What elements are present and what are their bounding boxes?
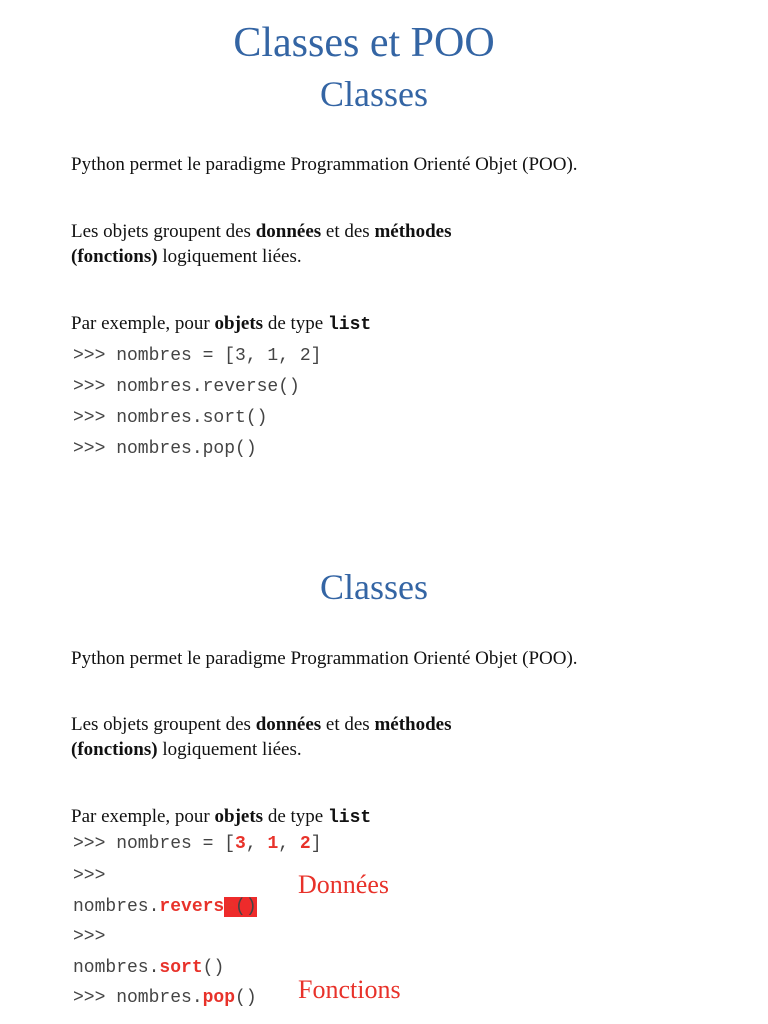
code-line-reverse xyxy=(73,898,257,916)
code-text: , xyxy=(245,834,268,854)
code-line-data xyxy=(73,835,322,853)
code-text: , xyxy=(278,834,300,854)
group-text-post: logiquement liées. xyxy=(157,246,302,267)
group-text-pre: Les objets groupent des xyxy=(71,714,256,735)
slide1-subtitle: Classes xyxy=(320,74,428,114)
example-bold-objets: objets xyxy=(214,806,264,827)
group-bold-fonctions: (fonctions) xyxy=(71,246,158,267)
group-text-post: logiquement liées. xyxy=(157,739,302,760)
example-type-list: list xyxy=(327,808,372,828)
method-pop: pop xyxy=(202,988,236,1008)
code-parens: () xyxy=(235,988,257,1008)
code-line: >>> nombres.sort() xyxy=(73,408,268,428)
example-text-pre: Par exemple, pour xyxy=(71,313,215,334)
example-type-list: list xyxy=(327,315,372,335)
code-text: >>> nombres. xyxy=(73,988,203,1008)
group-bold-methodes: méthodes xyxy=(374,221,452,242)
code-line: >>> nombres = [3, 1, 2] xyxy=(73,346,322,366)
slide2-title: Classes xyxy=(320,567,428,607)
code-text: ] xyxy=(310,834,322,854)
slide2-group-line1 xyxy=(71,712,452,737)
example-text-mid: de type xyxy=(263,313,328,334)
code-parens: () xyxy=(235,897,257,917)
data-value-2: 2 xyxy=(299,834,311,854)
slide1-intro: Python permet le paradigme Programmation Orienté Objet (POO). xyxy=(71,154,578,175)
group-bold-donnees: données xyxy=(255,714,322,735)
code-line-pop xyxy=(73,989,257,1007)
group-text-mid: et des xyxy=(321,714,375,735)
code-line-sort xyxy=(73,959,224,977)
slide1-example xyxy=(71,311,371,338)
code-parens: () xyxy=(202,958,225,978)
label-donnees: Données xyxy=(298,870,389,899)
group-bold-methodes: méthodes xyxy=(374,714,452,735)
group-bold-fonctions: (fonctions) xyxy=(71,739,158,760)
group-text-pre: Les objets groupent des xyxy=(71,221,256,242)
data-value-1: 1 xyxy=(267,834,279,854)
code-text: >>> nombres = [ xyxy=(73,834,236,854)
method-reverse: revers xyxy=(159,897,225,917)
example-text-pre: Par exemple, pour xyxy=(71,806,215,827)
code-prompt: >>> xyxy=(73,927,106,947)
example-bold-objets: objets xyxy=(214,313,264,334)
slide2-example xyxy=(71,804,371,831)
code-text: nombres. xyxy=(73,958,160,978)
method-sort: sort xyxy=(159,958,203,978)
group-text-mid: et des xyxy=(321,221,375,242)
slide2-group-line2 xyxy=(71,737,302,762)
slide1-title: Classes et POO xyxy=(233,20,495,66)
slide1-group-line1 xyxy=(71,219,452,244)
slide2-intro: Python permet le paradigme Programmation Orienté Objet (POO). xyxy=(71,648,578,669)
code-prompt: >>> xyxy=(73,866,106,886)
method-highlight: e xyxy=(224,897,236,917)
example-text-mid: de type xyxy=(263,806,328,827)
code-line: >>> nombres.pop() xyxy=(73,439,257,459)
group-bold-donnees: données xyxy=(255,221,322,242)
slide1-group-line2 xyxy=(71,244,302,269)
code-text: nombres. xyxy=(73,897,160,917)
data-value-3: 3 xyxy=(235,834,246,854)
label-fonctions: Fonctions xyxy=(298,975,401,1004)
code-line: >>> nombres.reverse() xyxy=(73,377,300,397)
